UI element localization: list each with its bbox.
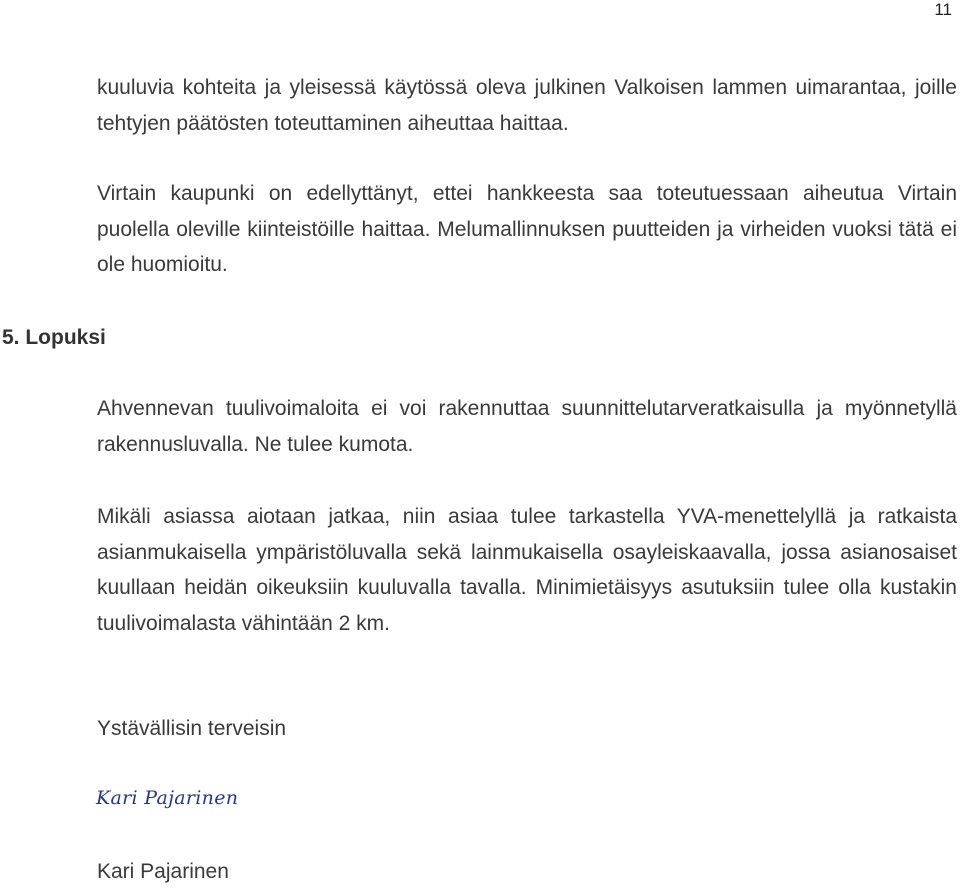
- page-number: 11: [934, 0, 952, 19]
- paragraph-virtain-kaupunki: Virtain kaupunki on edellyttänyt, ettei hankkeesta saa toteutuessaan aiheutua Virtain puolella oleville kiinteistöille haittaa. Melumallinnuksen puutteiden ja virheiden vuoksi tätä ei ole huomioitu.: [97, 182, 957, 276]
- section-heading: 5. Lopuksi: [2, 326, 106, 349]
- paragraph-ahvenneva: Ahvennevan tuulivoimaloita ei voi rakennuttaa suunnittelutarveratkaisulla ja myönnetyllä rakennusluvalla. Ne tulee kumota.: [97, 397, 957, 456]
- paragraph-continuation: kuuluvia kohteita ja yleisessä käytössä oleva julkinen Valkoisen lammen uimarantaa, joille tehtyjen päätösten toteuttaminen aiheuttaa haittaa.: [97, 76, 957, 135]
- signer-name: Kari Pajarinen: [97, 860, 229, 883]
- handwritten-signature: Kari Pajarinen: [96, 787, 239, 809]
- paragraph-yva: Mikäli asiassa aiotaan jatkaa, niin asiaa tulee tarkastella YVA-menettelyllä ja ratkaista asianmukaisella ympäristöluvalla sekä lainmukaisella osayleiskaavalla, jossa asianosaiset kuullaan heidän oikeuksiin kuuluvalla tavalla. Minimietäisyys asutuksiin tulee olla kustakin tuulivoimalasta vähintään 2 km.: [97, 505, 957, 635]
- closing-greeting: Ystävällisin terveisin: [97, 717, 287, 740]
